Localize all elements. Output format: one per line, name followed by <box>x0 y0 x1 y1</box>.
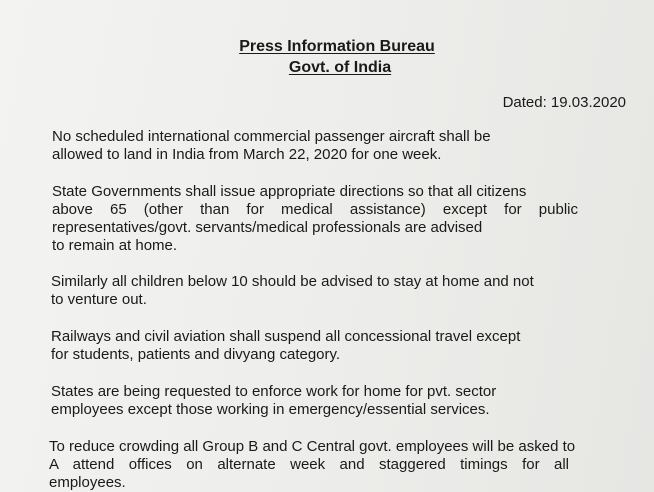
paragraph-children <box>51 273 611 309</box>
paragraph-line: To reduce crowding all Group B and C Central govt. employees will be asked to <box>49 438 576 455</box>
paragraph-line: Railways and civil aviation shall suspend all concessional travel except <box>51 328 521 345</box>
paragraph-line: employees except those working in emergency/essential services. <box>51 401 490 418</box>
paragraph-line: for students, patients and divyang category. <box>51 346 341 363</box>
paragraph-line: No scheduled international commercial passenger aircraft shall be <box>52 128 491 145</box>
paragraph-line: employees. <box>49 474 126 491</box>
paragraph-central-govt-employees <box>49 438 649 492</box>
paragraph-line: State Governments shall issue appropriate directions so that all citizens <box>52 183 527 200</box>
paragraph-line: States are being requested to enforce work for home for pvt. sector <box>51 383 497 400</box>
header-title: Press Information Bureau <box>239 38 435 55</box>
paragraph-line: to venture out. <box>51 291 147 308</box>
paragraph-concessional-travel <box>51 328 571 364</box>
paragraph-line: representatives/govt. servants/medical professionals are advised <box>52 219 483 236</box>
paragraph-international-flights <box>52 128 592 164</box>
header-subtitle: Govt. of India <box>288 59 392 76</box>
paragraph-line: A attend offices on alternate week and staggered timings for all <box>49 456 569 473</box>
paragraph-line: allowed to land in India from March 22, 2020 for one week. <box>52 146 442 163</box>
paragraph-line: to remain at home. <box>52 237 178 254</box>
paragraph-line: above 65 (other than for medical assistance) except for public <box>52 201 578 218</box>
document-header <box>0 36 654 78</box>
paragraph-work-from-home <box>51 383 571 419</box>
paragraph-line: Similarly all children below 10 should be advised to stay at home and not <box>51 273 534 290</box>
paragraph-senior-citizens <box>52 183 582 255</box>
document-date: Dated: 19.03.2020 <box>502 94 626 111</box>
